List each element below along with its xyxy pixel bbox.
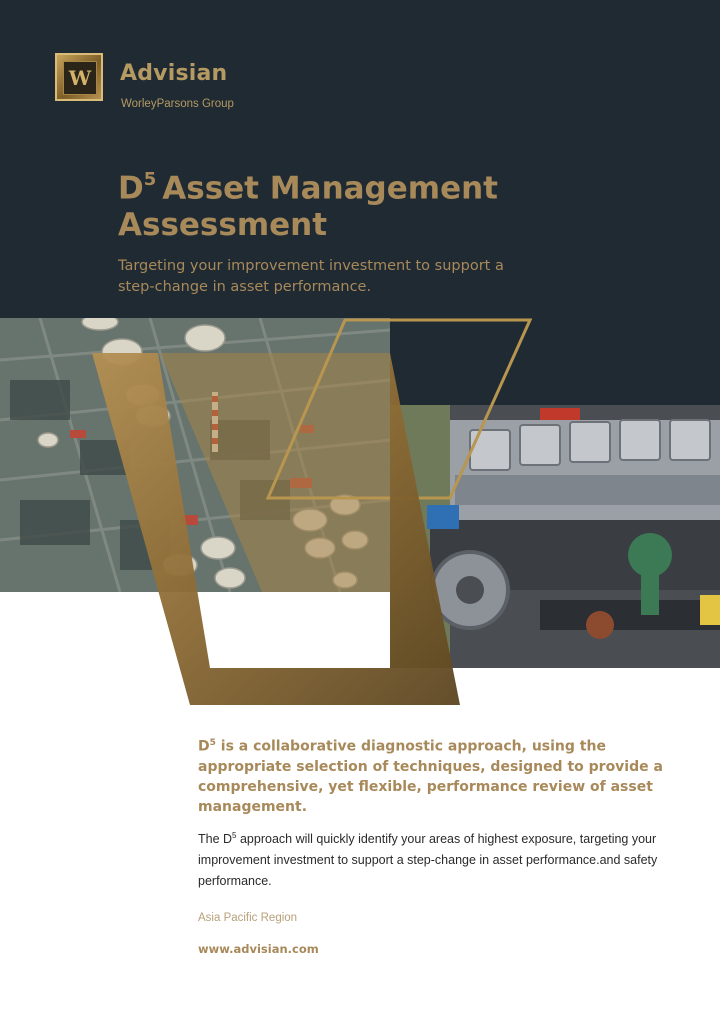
para-superscript: 5 [232, 830, 237, 840]
title-line-1: Asset Management [162, 170, 498, 207]
para-prefix: The D [198, 831, 233, 846]
page-title [118, 163, 638, 244]
title-superscript: 5 [143, 169, 157, 190]
title-prefix: D [118, 170, 144, 207]
brand-name: Advisian [120, 61, 228, 86]
brand-subtitle: WorleyParsons Group [121, 98, 234, 110]
logo-letter: W [68, 66, 92, 90]
title-line-2: Assessment [118, 207, 328, 244]
page-subtitle: Targeting your improvement investment to support a step-change in asset performance. [118, 258, 504, 295]
body-paragraph [198, 825, 668, 892]
region-label: Asia Pacific Region [198, 911, 298, 924]
advisian-logo-icon [55, 53, 103, 101]
lead-prefix: D [198, 738, 210, 755]
website-link[interactable]: www.advisian.com [198, 941, 319, 956]
para-text: approach will quickly identify your areas of highest exposure, targeting your improvement investment to support a step-change in asset performance.and safety performance. [198, 831, 658, 888]
lead-text: is a collaborative diagnostic approach, using the appropriate selection of techniques, designed to provide a comprehensive, yet flexible, performance review of asset management. [198, 738, 663, 815]
lead-paragraph [198, 733, 668, 817]
body-content [198, 733, 668, 956]
logo-inner [63, 61, 97, 95]
lead-superscript: 5 [209, 738, 216, 748]
